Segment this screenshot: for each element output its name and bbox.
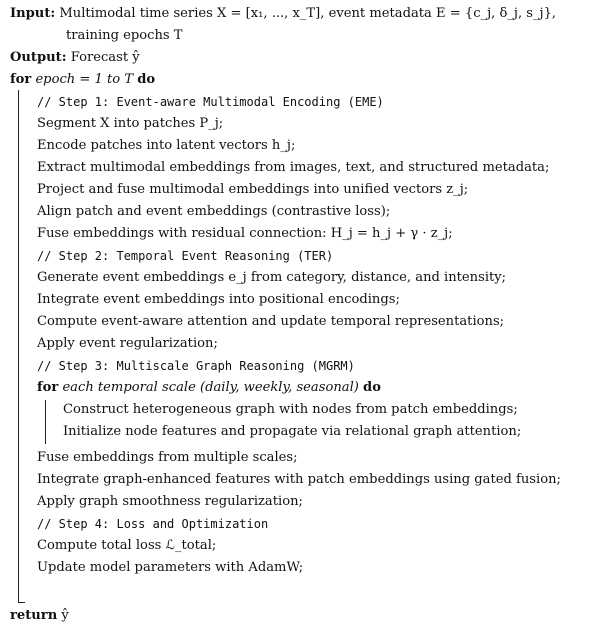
line-residual: Fuse embeddings with residual connection: H_j = h_j + γ · z_j; xyxy=(37,226,453,241)
line-gated-fusion: Integrate graph-enhanced features with patch embeddings using gated fusion; xyxy=(37,472,561,487)
step2-comment: // Step 2: Temporal Event Reasoning (TER) xyxy=(37,249,334,263)
loop-do-keyword: do xyxy=(137,72,156,87)
line-integrate: Integrate event embeddings into positional encodings; xyxy=(37,292,400,307)
loop-header xyxy=(10,70,155,90)
loop-bar xyxy=(18,90,19,602)
inner-for-keyword: for xyxy=(37,380,59,395)
line-attention: Compute event-aware attention and update temporal representations; xyxy=(37,314,505,329)
line-encode: Encode patches into latent vectors h_j; xyxy=(37,138,296,153)
line-extract: Extract multimodal embeddings from images, text, and structured metadata; xyxy=(37,160,550,175)
line-init-node: Initialize node features and propagate via relational graph attention; xyxy=(63,424,522,439)
inner-do-keyword: do xyxy=(363,380,381,395)
input-line xyxy=(10,4,556,24)
inner-loop-header xyxy=(37,378,381,398)
line-fuse-scales: Fuse embeddings from multiple scales; xyxy=(37,450,298,465)
output-label: Output: xyxy=(10,50,67,65)
loop-for-keyword: for xyxy=(10,72,32,87)
step1-comment: // Step 1: Event-aware Multimodal Encoding (EME) xyxy=(37,95,384,109)
return-keyword: return xyxy=(10,608,58,623)
line-event-reg: Apply event regularization; xyxy=(37,336,218,351)
line-graph-reg: Apply graph smoothness regularization; xyxy=(37,494,303,509)
return-line xyxy=(10,606,69,626)
output-line xyxy=(10,48,140,68)
input-label: Input: xyxy=(10,6,56,21)
line-align: Align patch and event embeddings (contrastive loss); xyxy=(37,204,391,219)
step3-comment: // Step 3: Multiscale Graph Reasoning (MGRM) xyxy=(37,359,355,373)
loop-bar-end xyxy=(18,602,25,603)
line-adamw: Update model parameters with AdamW; xyxy=(37,560,304,575)
line-construct-graph: Construct heterogeneous graph with nodes from patch embeddings; xyxy=(63,402,518,417)
return-value: ŷ xyxy=(61,608,69,623)
loop-condition: epoch = 1 to T xyxy=(35,72,134,87)
line-segment: Segment X into patches P_j; xyxy=(37,116,224,131)
output-text: Forecast ŷ xyxy=(70,50,140,65)
step4-comment: // Step 4: Loss and Optimization xyxy=(37,517,269,531)
inner-loop-condition: each temporal scale (daily, weekly, seasonal) xyxy=(62,380,359,395)
line-project: Project and fuse multimodal embeddings into unified vectors z_j; xyxy=(37,182,469,197)
inner-loop-bar xyxy=(45,400,46,444)
line-total-loss: Compute total loss ℒ_total; xyxy=(37,538,217,553)
input-text: Multimodal time series X = [x₁, ..., x_T], event metadata E = {c_j, δ_j, s_j}, xyxy=(59,6,557,21)
line-generate: Generate event embeddings e_j from category, distance, and intensity; xyxy=(37,270,507,285)
input-line-2: training epochs T xyxy=(66,28,183,43)
